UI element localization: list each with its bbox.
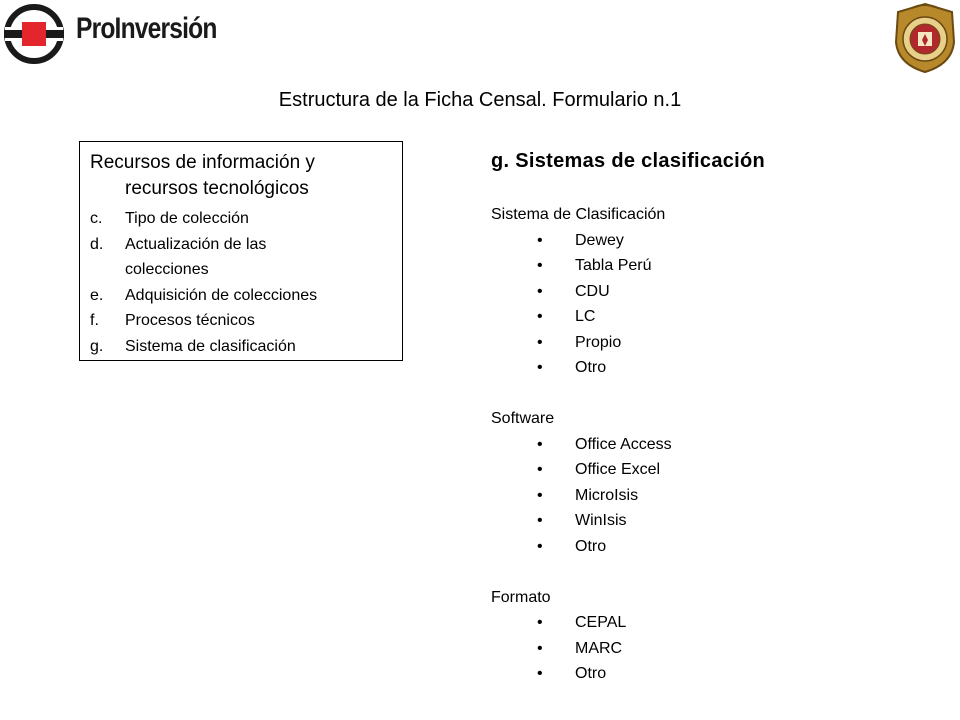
list-item-text: Sistema de clasificación xyxy=(125,337,296,355)
list-item: • Dewey xyxy=(491,228,931,254)
group-software xyxy=(491,406,931,559)
list-item: • WinIsis xyxy=(491,508,931,534)
list-item-text: Adquisición de colecciones xyxy=(125,286,318,304)
list-item xyxy=(90,308,392,334)
group-label: Sistema de Clasificación xyxy=(491,206,666,223)
page-title: Estructura de la Ficha Censal. Formulario n.1 xyxy=(278,89,682,111)
section-title: g. Sistemas de clasificación xyxy=(491,150,766,172)
list-item: • Otro xyxy=(491,661,931,687)
list-marker: g. xyxy=(90,337,104,355)
list-item-text: colecciones xyxy=(125,261,209,278)
list-item: • LC xyxy=(491,304,931,330)
list-item xyxy=(90,232,392,258)
group-label: Software xyxy=(491,410,555,427)
group-list xyxy=(491,610,931,687)
list-item xyxy=(90,206,392,232)
list-item: • Otro xyxy=(491,355,931,381)
group-list xyxy=(491,228,931,381)
list-item: • Tabla Perú xyxy=(491,253,931,279)
list-item: • CEPAL xyxy=(491,610,931,636)
list-item-text: Tipo de colección xyxy=(125,210,249,227)
proinversion-emblem-icon xyxy=(2,4,66,64)
list-marker: d. xyxy=(90,235,104,253)
list-marker: f. xyxy=(90,312,99,329)
proinversion-logo xyxy=(2,4,232,64)
box-list xyxy=(90,206,392,359)
list-item: • Office Excel xyxy=(491,457,931,483)
group-list xyxy=(491,432,931,560)
university-seal xyxy=(892,2,958,74)
spacer xyxy=(491,381,931,407)
list-item xyxy=(90,334,392,360)
box-heading-line-2: recursos tecnológicos xyxy=(125,178,309,199)
list-marker: c. xyxy=(90,210,103,227)
list-marker: e. xyxy=(90,286,104,304)
group-format xyxy=(491,585,931,687)
list-item: • MicroIsis xyxy=(491,483,931,509)
list-item xyxy=(90,283,392,309)
spacer xyxy=(491,559,931,585)
list-item: • Office Access xyxy=(491,432,931,458)
university-seal-icon xyxy=(892,2,958,74)
classification-groups xyxy=(491,202,931,687)
group-classification-system xyxy=(491,202,931,381)
list-item: • Otro xyxy=(491,534,931,560)
logo-text: ProInversión xyxy=(76,12,217,45)
list-item: • Propio xyxy=(491,330,931,356)
list-item: • MARC xyxy=(491,636,931,662)
group-label: Formato xyxy=(491,588,551,606)
list-item: • CDU xyxy=(491,279,931,305)
box-heading xyxy=(90,150,392,202)
list-item-text: Procesos técnicos xyxy=(125,312,255,329)
list-item xyxy=(90,257,392,283)
list-item-text: Actualización de las xyxy=(125,235,267,253)
box-heading-line-1: Recursos de información y xyxy=(90,152,315,173)
form-sections-box xyxy=(79,141,403,361)
